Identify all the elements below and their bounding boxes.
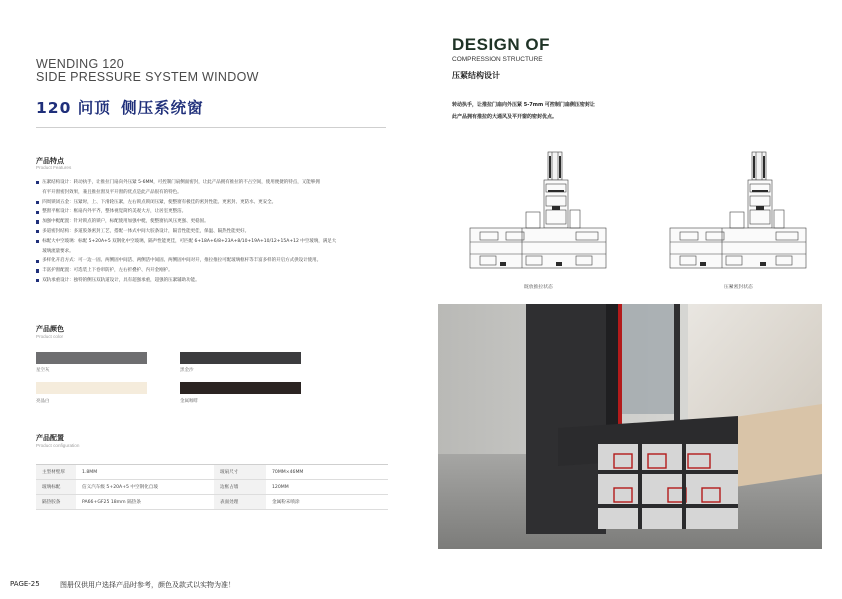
- feature-text: 四周锁闭五金：压紧时，上、下滑轮压紧，左右锁点锁闭压紧，使整窗有极佳的密封性能。更密封、更防水、更安全。: [42, 199, 277, 205]
- feature-text: 多道密封结构：多道胶条密封工艺，搭配一体式中间大胶条设计，隔音性能更佳，保温、隔热性能更好。: [42, 228, 250, 234]
- feature-item: [36, 247, 388, 257]
- swatch-label: 金属咖啡: [180, 399, 198, 404]
- table-row: [36, 465, 388, 480]
- feature-text: 有平开窗密封效果，兼且推拉窗及平开窗的优点是此产品很有的特色。: [42, 189, 182, 195]
- swatch-label: 黑金沙: [180, 368, 194, 373]
- config-value: 信义汽车级 5+20A+5 中空钢化自玻: [76, 480, 214, 495]
- feature-text: 标配大中空玻璃：标配 5+20A+5 双钢化中空玻璃，隔声性能更佳，可匹配 6+18A+6/8+23A+8/10+19A+10/12+15A+12 中空玻璃，满足大: [42, 238, 337, 244]
- product-title-cn-b: 侧压系统窗: [121, 99, 204, 117]
- product-title-en-line1: WENDING 120: [36, 57, 125, 71]
- swatch-label: 亮晶白: [36, 399, 50, 404]
- cross-section-pressed-diagram: [666, 150, 816, 280]
- config-key: 边框占墙: [214, 480, 266, 495]
- config-key: 主型材壁厚: [36, 465, 76, 480]
- feature-text: 多样化开启方式：可一边一固、两侧固中间活、两侧活中间固、两侧固中间对开，推拉推拉可配玻璃框杆等丰富多样的开启方式供设计使用。: [42, 258, 322, 264]
- design-description-line2: 此产品拥有推拉的大通风及平开窗的密封优点。: [452, 114, 558, 120]
- feature-item: [36, 256, 388, 266]
- cross-section-open-diagram: [466, 150, 616, 280]
- feature-text: 丰富护窗配置：可选装上下卷帘防护，左右折叠护、内开金刚护。: [42, 268, 173, 274]
- table-row: [36, 495, 388, 510]
- product-title-cn-a: 120 问顶: [36, 99, 111, 117]
- feature-item: [36, 207, 388, 217]
- colors-title: 产品颜色: [36, 325, 64, 333]
- table-row: [36, 480, 388, 495]
- feature-item: [36, 178, 388, 188]
- config-subtitle: Product configuration: [36, 443, 80, 448]
- feature-text: 双轨承重设计：独特的侧压双轨道设计，具有超强承重，超强的压紧辅助功能。: [42, 277, 200, 283]
- design-description: [452, 99, 627, 123]
- config-key: 玻璃标配: [36, 480, 76, 495]
- bullet-square-icon: [36, 201, 39, 204]
- feature-text: 加强中梃配置：针对锁点的锁户，标配使用加强中梃，使整窗抗风压更强、更稳固。: [42, 219, 209, 225]
- product-title-en-line2: SIDE PRESSURE SYSTEM WINDOW: [36, 70, 259, 84]
- feature-item: [36, 237, 388, 247]
- feature-item: [36, 266, 388, 276]
- bullet-square-icon: [36, 230, 39, 233]
- feature-item: [36, 276, 388, 286]
- product-photo: [438, 304, 822, 549]
- bullet-square-icon: [36, 220, 39, 223]
- config-table: [36, 464, 388, 510]
- feature-text: 玻璃流量要求。: [42, 248, 74, 254]
- feature-item: [36, 227, 388, 237]
- bullet-square-icon: [36, 211, 39, 214]
- swatch-black-sand: [180, 352, 301, 364]
- product-title-cn: [36, 96, 204, 118]
- config-title: 产品配置: [36, 434, 64, 442]
- features-list: [36, 178, 388, 286]
- feature-item: [36, 188, 388, 198]
- config-key: 玻扇尺寸: [214, 465, 266, 480]
- design-subtitle: COMPRESSION STRUCTURE: [452, 56, 543, 63]
- caption-pressed: 压紧密封状态: [724, 285, 753, 290]
- caption-open: 既放推拉状态: [524, 285, 553, 290]
- bullet-square-icon: [36, 240, 39, 243]
- product-title-en: [36, 58, 259, 84]
- bullet-square-icon: [36, 260, 39, 263]
- feature-item: [36, 198, 388, 208]
- page-number: PAGE-25: [10, 580, 40, 588]
- bullet-square-icon: [36, 279, 39, 282]
- feature-text: 整窗平框设计：框扇内外平齐，整体视觉简约美观大方，让居室更整洁。: [42, 209, 187, 215]
- config-value: 金属粉末喷涂: [266, 495, 388, 510]
- bullet-square-icon: [36, 269, 39, 272]
- config-value: 70MM×46MM: [266, 465, 388, 480]
- features-subtitle: Product Features: [36, 165, 72, 170]
- window-profile-illustration: [438, 304, 822, 549]
- config-value: 120MM: [266, 480, 388, 495]
- config-value: PA66+GF25 18mm 隔热条: [76, 495, 214, 510]
- design-title-cn: 压紧结构设计: [452, 71, 500, 80]
- config-key: 隔热胶条: [36, 495, 76, 510]
- feature-item: [36, 217, 388, 227]
- design-title: DESIGN OF: [452, 35, 551, 54]
- design-description-line1: 转动执手，让推拉门扇向外压紧 5-7mm 可控制门扇侧压密封让: [452, 102, 595, 108]
- swatch-metal-coffee: [180, 382, 301, 394]
- footer-note: 图册仅供用户选择产品时参考，颜色及款式以实物为准！: [60, 581, 235, 589]
- features-title: 产品特点: [36, 157, 64, 165]
- swatch-bright-white: [36, 382, 147, 394]
- config-value: 1.8MM: [76, 465, 214, 480]
- swatch-label: 星空灰: [36, 368, 50, 373]
- feature-text: 压紧结构设计：转动执手，让推拉门扇向外压紧 5-6MM，可控制门扇侧面密封，让此产品拥有推拉的不占空间，使用便捷的特点，又能够拥: [42, 180, 320, 185]
- config-key: 表面处理: [214, 495, 266, 510]
- bullet-square-icon: [36, 181, 39, 184]
- title-divider: [36, 127, 386, 128]
- swatch-star-grey: [36, 352, 147, 364]
- colors-subtitle: Product color: [36, 334, 64, 339]
